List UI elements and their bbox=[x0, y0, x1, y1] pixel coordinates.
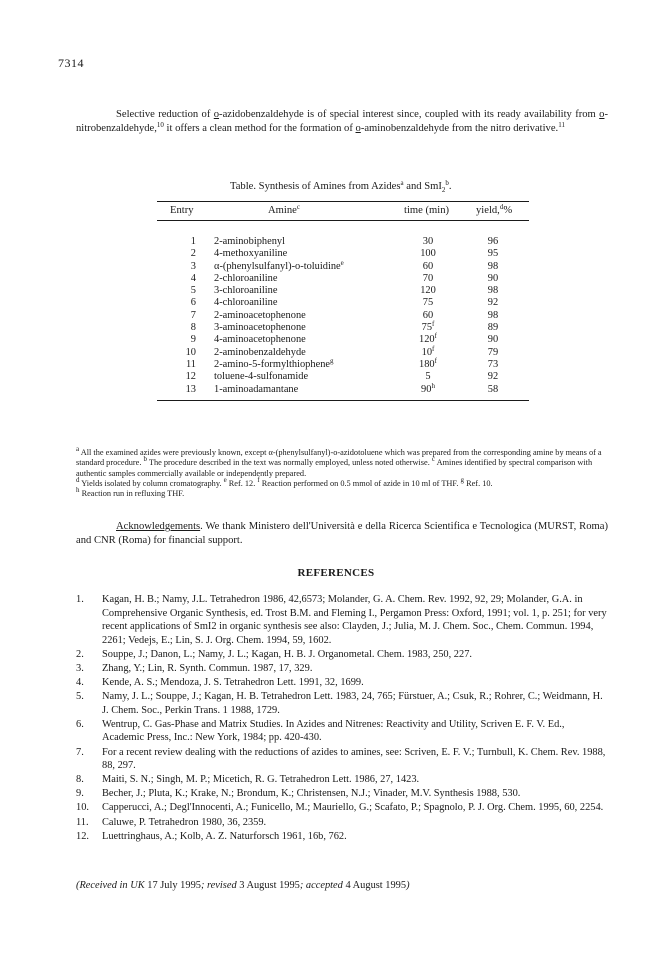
table-caption: Table. Synthesis of Amines from Azides$^a$ and SmI$_2^b$. bbox=[230, 179, 452, 195]
cell-amine: 2-amino-5-formylthiophene$^g$ bbox=[214, 356, 334, 370]
references-heading: REFERENCES bbox=[297, 567, 375, 579]
reference-number: 4. bbox=[76, 677, 84, 689]
reference-number: 10. bbox=[76, 802, 89, 814]
reference-item bbox=[76, 801, 608, 815]
page-number: 7314 bbox=[58, 56, 84, 70]
reference-text: Maiti, S. N.; Singh, M. P.; Micetich, R. G. Tetrahedron Lett. 1986, 27, 1423. bbox=[102, 774, 420, 786]
table-row bbox=[0, 322, 672, 334]
cell-amine: 3-chloroaniline bbox=[214, 285, 278, 297]
cell-yield: 90 bbox=[487, 334, 499, 346]
reference-number: 6. bbox=[76, 718, 84, 730]
cell-time: 75$^f$ bbox=[421, 320, 435, 334]
intro-paragraph: Selective reduction of o-azidobenzaldehyde is of special interest since, coupled with its ready availability from o-nitrobenzaldehyde,$^{10}$ it offers a clean method for the formation of o-aminobenzaldehyde from the nitro derivative.$^{11}$ bbox=[76, 109, 608, 134]
table-header-rule bbox=[157, 220, 529, 221]
reference-text: Namy, J. L.; Souppe, J.; Kagan, H. B. Tetrahedron Lett. 1983, 24, 765; Fürstuer, A.; Csuk, R.; Rohrer, C.; Weidmann, H. J. Chem. Soc., Perkin Trans. 1 1988, 1729. bbox=[102, 691, 603, 716]
cell-entry: 13 bbox=[185, 383, 196, 395]
cell-time: 60 bbox=[422, 309, 434, 321]
table-row bbox=[0, 248, 672, 260]
header-yield: yield,$^d$% bbox=[476, 203, 513, 216]
reference-text: Kende, A. S.; Mendoza, J. S. Tetrahedron Lett. 1991, 32, 1699. bbox=[102, 677, 364, 689]
cell-amine: 1-aminoadamantane bbox=[214, 383, 299, 395]
reference-number: 2. bbox=[76, 648, 84, 660]
reference-item bbox=[76, 787, 608, 801]
reference-item bbox=[76, 593, 608, 647]
reference-text: Souppe, J.; Danon, L.; Namy, J. L.; Kagan, H. B. J. Organometal. Chem. 1983, 250, 227. bbox=[102, 648, 472, 660]
reference-number: 5. bbox=[76, 691, 84, 703]
reference-item bbox=[76, 746, 608, 773]
cell-entry: 1 bbox=[190, 236, 196, 247]
reference-item bbox=[76, 718, 608, 745]
cell-entry: 12 bbox=[185, 371, 196, 383]
cell-amine: 4-chloroaniline bbox=[214, 297, 278, 309]
table-row bbox=[0, 371, 672, 383]
cell-amine: 2-aminoacetophenone bbox=[214, 309, 306, 321]
reference-item bbox=[76, 830, 608, 844]
reference-item bbox=[76, 648, 608, 662]
received-line: (Received in UK 17 July 1995; revised 3 August 1995; accepted 4 August 1995) bbox=[76, 880, 410, 891]
table-row bbox=[0, 381, 672, 396]
cell-entry: 9 bbox=[190, 334, 196, 346]
cell-yield: 73 bbox=[487, 358, 499, 370]
cell-entry: 10 bbox=[185, 346, 196, 358]
cell-amine: 4-aminoacetophenone bbox=[214, 334, 306, 346]
cell-yield: 96 bbox=[487, 236, 499, 247]
footnotes-text: $^a$ All the examined azides were previously known, except α-(phenylsulfanyl)-o-azidotoluene which was prepared from the corresponding amine by means of a standard procedure. $^b$ The procedure described in the text was normally employed, unless noted otherwise. $^c$ Amines identified by spectral comparison with authentic samples commercially available or independently prepared. bbox=[76, 445, 602, 478]
reference-text: Caluwe, P. Tetrahedron 1980, 36, 2359. bbox=[102, 816, 267, 828]
cell-time: 70 bbox=[422, 272, 434, 284]
table-row bbox=[0, 258, 672, 273]
reference-number: 9. bbox=[76, 788, 84, 800]
table-row bbox=[0, 334, 672, 346]
reference-item bbox=[76, 676, 608, 690]
cell-time: 5 bbox=[425, 371, 431, 383]
table-row bbox=[0, 297, 672, 309]
cell-yield: 98 bbox=[487, 309, 499, 321]
cell-time: 10$^f$ bbox=[421, 344, 435, 358]
reference-item bbox=[76, 773, 608, 787]
reference-text: Kagan, H. B.; Namy, J.L. Tetrahedron 1986, 42,6573; Molander, G. A. Chem. Rev. 1992, 92, 29; Molander, G.A. in Comprehensive Organic Synthesis, ed. Trost B.M. and Fleming I., Pergamon Press: Oxford, 1991; vol. 1, p. 251; for very recent applications of SmI2 in organic synthesis see also: Clayden, J.; Julia, M. J. Chem. Soc., Chem. Commun. 1994, 2261; Vedejs, E.; Lin, S. J. Org. Chem. 1994, 59, 1602. bbox=[102, 594, 607, 646]
reference-item bbox=[76, 816, 608, 830]
reference-text: For a recent review dealing with the reductions of azides to amines, see: Scriven, E. F. V.; Turnbull, K. Chem. Rev. 1988, 88, 297. bbox=[102, 746, 606, 772]
cell-time: 75 bbox=[422, 297, 434, 309]
cell-yield: 79 bbox=[487, 346, 499, 358]
cell-yield: 98 bbox=[487, 260, 499, 272]
header-entry: Entry bbox=[170, 205, 194, 216]
reference-number: 7. bbox=[76, 746, 84, 758]
cell-entry: 6 bbox=[190, 297, 196, 309]
cell-time: 90$^h$ bbox=[421, 381, 435, 395]
table-footnotes bbox=[76, 445, 608, 499]
cell-entry: 11 bbox=[185, 358, 196, 370]
reference-text: Luettringhaus, A.; Kolb, A. Z. Naturforsch 1961, 16b, 762. bbox=[102, 830, 347, 842]
reference-item bbox=[76, 690, 608, 717]
reference-number: 11. bbox=[76, 816, 89, 828]
cell-entry: 2 bbox=[190, 248, 196, 260]
cell-yield: 89 bbox=[487, 322, 499, 334]
table-bottom-rule bbox=[157, 400, 529, 401]
cell-amine: 3-aminoacetophenone bbox=[214, 322, 306, 334]
table-row bbox=[0, 285, 672, 297]
cell-entry: 7 bbox=[190, 309, 196, 321]
header-time: time (min) bbox=[404, 205, 450, 216]
reference-text: Capperucci, A.; Degl'Innocenti, A.; Funicello, M.; Mauriello, G.; Scafato, P.; Spagnolo, P. J. Org. Chem. 1995, 60, 2254. bbox=[102, 802, 604, 814]
acknowledgements: Acknowledgements. We thank Ministero dell'Università e della Ricerca Scientifica e Tecnologica (MURST, Roma) and CNR (Roma) for financial support. bbox=[76, 521, 608, 546]
reference-number: 1. bbox=[76, 594, 84, 605]
reference-text: Zhang, Y.; Lin, R. Synth. Commun. 1987, 17, 329. bbox=[102, 662, 313, 674]
footnotes-text-3: $^h$ Reaction run in refluxing THF. bbox=[76, 486, 185, 499]
reference-text: Becher, J.; Pluta, K.; Krake, N.; Brondum, K.; Christensen, N.J.; Vinader, M.V. Synthesis 1988, 530. bbox=[102, 788, 521, 800]
cell-yield: 92 bbox=[487, 371, 499, 383]
cell-time: 120$^f$ bbox=[419, 332, 437, 346]
cell-amine: 4-methoxyaniline bbox=[214, 248, 288, 260]
cell-yield: 95 bbox=[487, 248, 499, 260]
cell-time: 120 bbox=[420, 285, 436, 297]
reference-number: 3. bbox=[76, 662, 84, 674]
table-row bbox=[0, 273, 672, 285]
references-list bbox=[76, 593, 608, 844]
table-top-rule bbox=[157, 201, 529, 202]
reference-text: Wentrup, C. Gas-Phase and Matrix Studies. In Azides and Nitrenes: Reactivity and Utility, Scriven E. F. V. Ed., Academic Press, Inc.: New York, 1984; pp. 420-430. bbox=[102, 718, 565, 744]
table-row bbox=[0, 344, 672, 359]
cell-time: 60 bbox=[422, 260, 434, 272]
footnotes-text-2: $^d$ Yields isolated by column cromatography. $^e$ Ref. 12. $^f$ Reaction performed on 0.5 mmol of azide in 10 ml of THF. $^g$ Ref. 10. bbox=[76, 475, 493, 488]
cell-yield: 58 bbox=[487, 383, 499, 395]
cell-amine: α-(phenylsulfanyl)-o-toluidine$^e$ bbox=[214, 258, 344, 272]
cell-time: 180$^f$ bbox=[419, 356, 437, 370]
cell-yield: 98 bbox=[487, 285, 499, 297]
table-row bbox=[0, 236, 672, 248]
cell-amine: 2-chloroaniline bbox=[214, 272, 278, 284]
table-row bbox=[0, 356, 672, 371]
cell-amine: 2-aminobiphenyl bbox=[214, 236, 285, 247]
reference-item bbox=[76, 662, 608, 676]
cell-yield: 90 bbox=[487, 272, 499, 284]
cell-entry: 8 bbox=[190, 322, 196, 334]
header-amine: Amine$^c$ bbox=[268, 203, 300, 216]
cell-entry: 5 bbox=[190, 285, 196, 297]
cell-entry: 3 bbox=[190, 260, 196, 272]
table-body bbox=[0, 236, 672, 396]
cell-time: 100 bbox=[420, 248, 436, 260]
reference-number: 8. bbox=[76, 774, 84, 786]
cell-time: 30 bbox=[422, 236, 434, 247]
table-row bbox=[0, 310, 672, 322]
cell-amine: toluene-4-sulfonamide bbox=[214, 371, 309, 383]
cell-yield: 92 bbox=[487, 297, 499, 309]
cell-entry: 4 bbox=[190, 272, 196, 284]
reference-number: 12. bbox=[76, 830, 89, 842]
acknowledgements-label: Acknowledgements bbox=[116, 521, 201, 532]
cell-amine: 2-aminobenzaldehyde bbox=[214, 346, 306, 358]
